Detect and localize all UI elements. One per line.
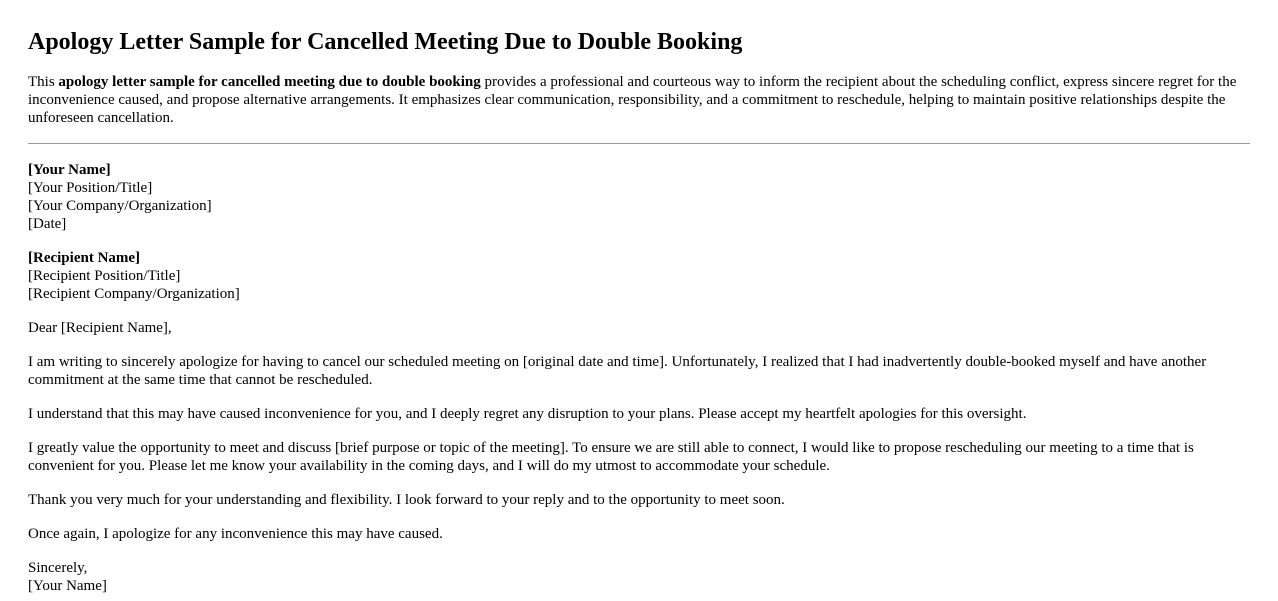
letter-paragraph: I greatly value the opportunity to meet and discuss [brief purpose or topic of the meeting]. To ensure we are still able to connect, I would like to propose rescheduling our meeting to a time that is convenient for you. Please let me know your availability in the coming days, and I will do my utmost to accommodate your schedule. [28,440,1194,474]
letter-paragraph: Thank you very much for your understanding and flexibility. I look forward to your reply and to the opportunity to meet soon. [28,492,785,508]
intro-paragraph [28,73,1244,127]
letter-paragraph: I understand that this may have caused inconvenience for you, and I deeply regret any disruption to your plans. Please accept my heartfelt apologies for this oversight. [28,406,1027,422]
signature-name: [Your Name] [28,578,107,594]
closing-phrase: Sincerely, [28,560,88,576]
recipient-position: [Recipient Position/Title] [28,268,181,284]
page-title: Apology Letter Sample for Cancelled Meeting Due to Double Booking [28,29,743,55]
intro-prefix: This [28,74,59,90]
section-divider [28,143,1250,144]
letter-paragraph: I am writing to sincerely apologize for having to cancel our scheduled meeting on [original date and time]. Unfortunately, I realized that I had inadvertently double-booked myself and have another commitment at the same time that cannot be rescheduled. [28,354,1207,388]
recipient-block [28,249,1250,303]
sender-name: [Your Name] [28,162,111,178]
letter-date: [Date] [28,216,67,232]
sender-position: [Your Position/Title] [28,180,153,196]
sender-block [28,161,1250,233]
letter-greeting: Dear [Recipient Name], [28,320,172,336]
intro-bold-phrase: apology letter sample for cancelled meeting due to double booking [58,74,481,90]
closing-block [28,559,1250,595]
recipient-name: [Recipient Name] [28,250,141,266]
letter-paragraph: Once again, I apologize for any inconvenience this may have caused. [28,526,443,542]
sender-company: [Your Company/Organization] [28,198,212,214]
intro-suffix: provides a professional and courteous way to inform the recipient about the scheduling conflict, express sincere regret for the inconvenience caused, and propose alternative arrangements. It emphasizes clear communication, responsibility, and a commitment to reschedule, helping to maintain positive relationships despite the unforeseen cancellation. [28,74,1237,126]
recipient-company: [Recipient Company/Organization] [28,286,240,302]
